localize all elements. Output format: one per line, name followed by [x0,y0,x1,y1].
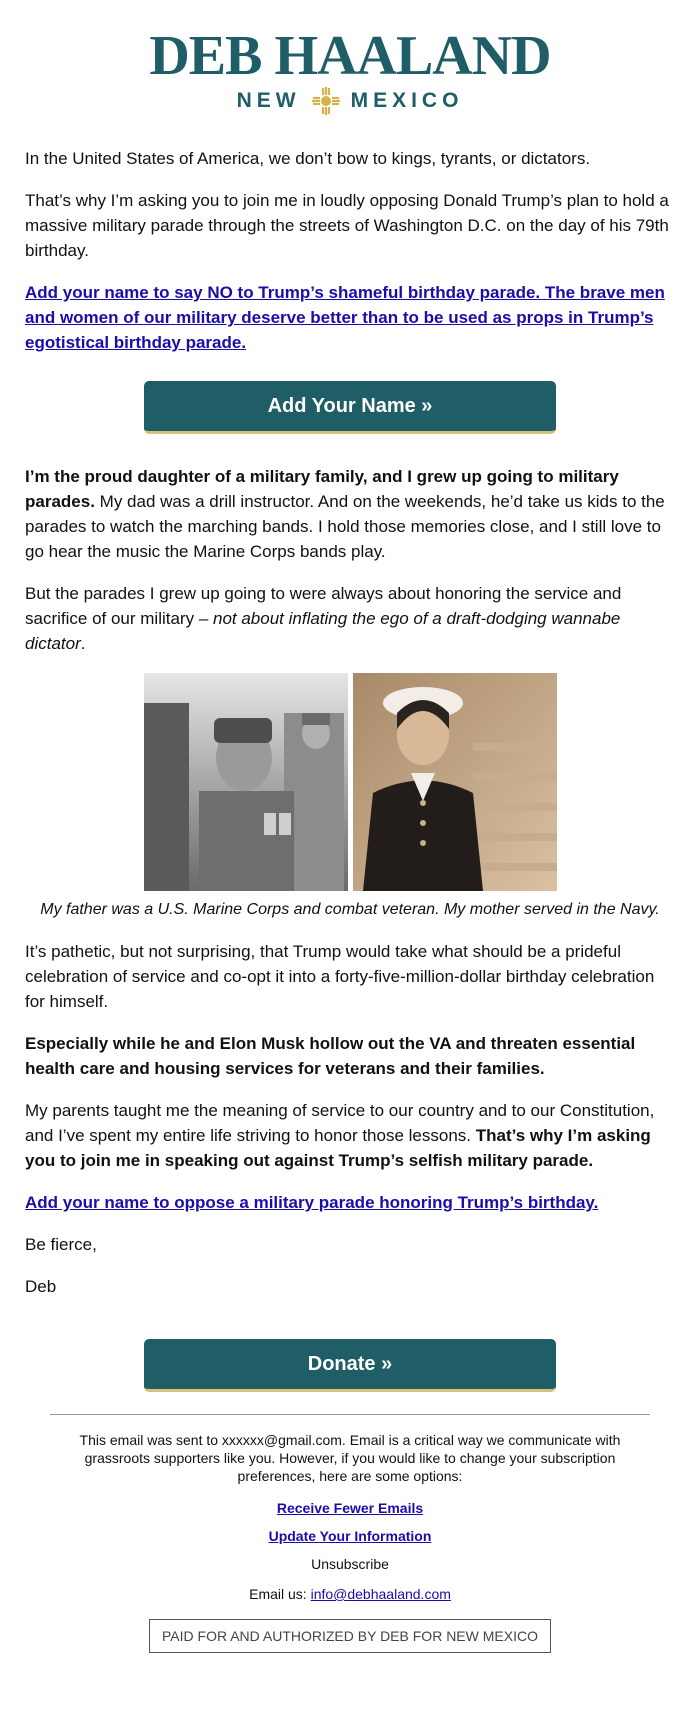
receive-fewer-emails-link[interactable]: Receive Fewer Emails [276,1500,424,1516]
logo-new: NEW [236,89,301,112]
cta-wrapper-2 [25,1339,675,1392]
logo-mexico: MEXICO [350,89,464,112]
family-photos [25,673,675,891]
paid-for-disclaimer: PAID FOR AND AUTHORIZED BY DEB FOR NEW MEXICO [149,1619,551,1653]
add-your-name-button[interactable]: Add Your Name » [144,381,556,434]
email-us-line [70,1585,630,1603]
paragraph-va [25,1031,675,1081]
oppose-link-paragraph [25,1190,675,1215]
paragraph-family [25,464,675,564]
family-rest: My dad was a drill instructor. And on the weekends, he’d take us kids to the parades to watch the marching bands. I hold those memories close, and I still love to go hear the music the Marine Corps bands play. [25,492,665,561]
petition-link-paragraph [25,280,675,355]
campaign-logo [0,0,700,118]
petition-link-1[interactable]: Add your name to say NO to Trump’s shameful birthday parade. The brave men and women of our military deserve better than to be used as props in Trump’s egotistical birthday parade. [25,283,665,352]
logo-name: DEB HAALAND [149,25,551,87]
logo-subline [0,86,700,116]
paragraph-parades [25,581,675,656]
update-information-link[interactable]: Update Your Information [268,1528,432,1544]
paragraph-intro: In the United States of America, we don’t bow to kings, tyrants, or dictators. [25,149,591,168]
email-body [0,146,700,1392]
signoff: Be fierce, [25,1235,97,1254]
email-us-label: Email us: [249,1586,311,1602]
signature: Deb [25,1277,57,1296]
petition-link-2[interactable]: Add your name to oppose a military parade honoring Trump’s birthday. [25,1193,599,1212]
mother-photo [353,673,557,891]
parades-start: But the parades I grew up going to were always about honoring the service and sacrifice of our military – [25,584,622,628]
parents-start: My parents taught me the meaning of service to our country and to our Constitution, and I’ve spent my entire life striving to honor those lessons. [25,1101,655,1145]
parades-end: . [80,634,86,653]
footer-divider [50,1414,650,1415]
contact-email-link[interactable]: info@debhaaland.com [310,1586,451,1602]
family-bold: I’m the proud daughter of a military family, and I grew up going to military parades. [25,467,619,511]
donate-button[interactable]: Donate » [144,1339,556,1392]
va-bold: Especially while he and Elon Musk hollow out the VA and threaten essential health care and housing services for veterans and their families. [25,1034,636,1078]
paragraph-ask: That’s why I’m asking you to join me in loudly opposing Donald Trump’s plan to hold a massive military parade through the streets of Washington D.C. on the day of his 79th birthday. [25,191,669,260]
father-photo [144,673,348,891]
unsubscribe-link[interactable]: Unsubscribe [311,1556,389,1572]
email-footer [0,1431,700,1603]
parades-italic: not about inflating the ego of a draft-dodging wannabe dictator [25,609,621,653]
parents-bold: That’s why I’m asking you to join me in speaking out against Trump’s selfish military parade. [25,1126,651,1170]
paragraph-pathetic: It’s pathetic, but not surprising, that Trump would take what should be a prideful celebration of service and co-opt it into a forty-five-million-dollar birthday celebration for himself. [25,942,655,1011]
footer-notice: This email was sent to xxxxxx@gmail.com. Email is a critical way we communicate with grassroots supporters like you. However, if you would like to change your subscription preferences, here are some options: [79,1432,621,1484]
paragraph-parents [25,1098,675,1173]
photo-caption: My father was a U.S. Marine Corps and combat veteran. My mother served in the Navy. [40,901,660,918]
cta-wrapper-1 [25,381,675,434]
zia-sun-icon [311,86,341,116]
bottom-spacer [0,1653,700,1713]
